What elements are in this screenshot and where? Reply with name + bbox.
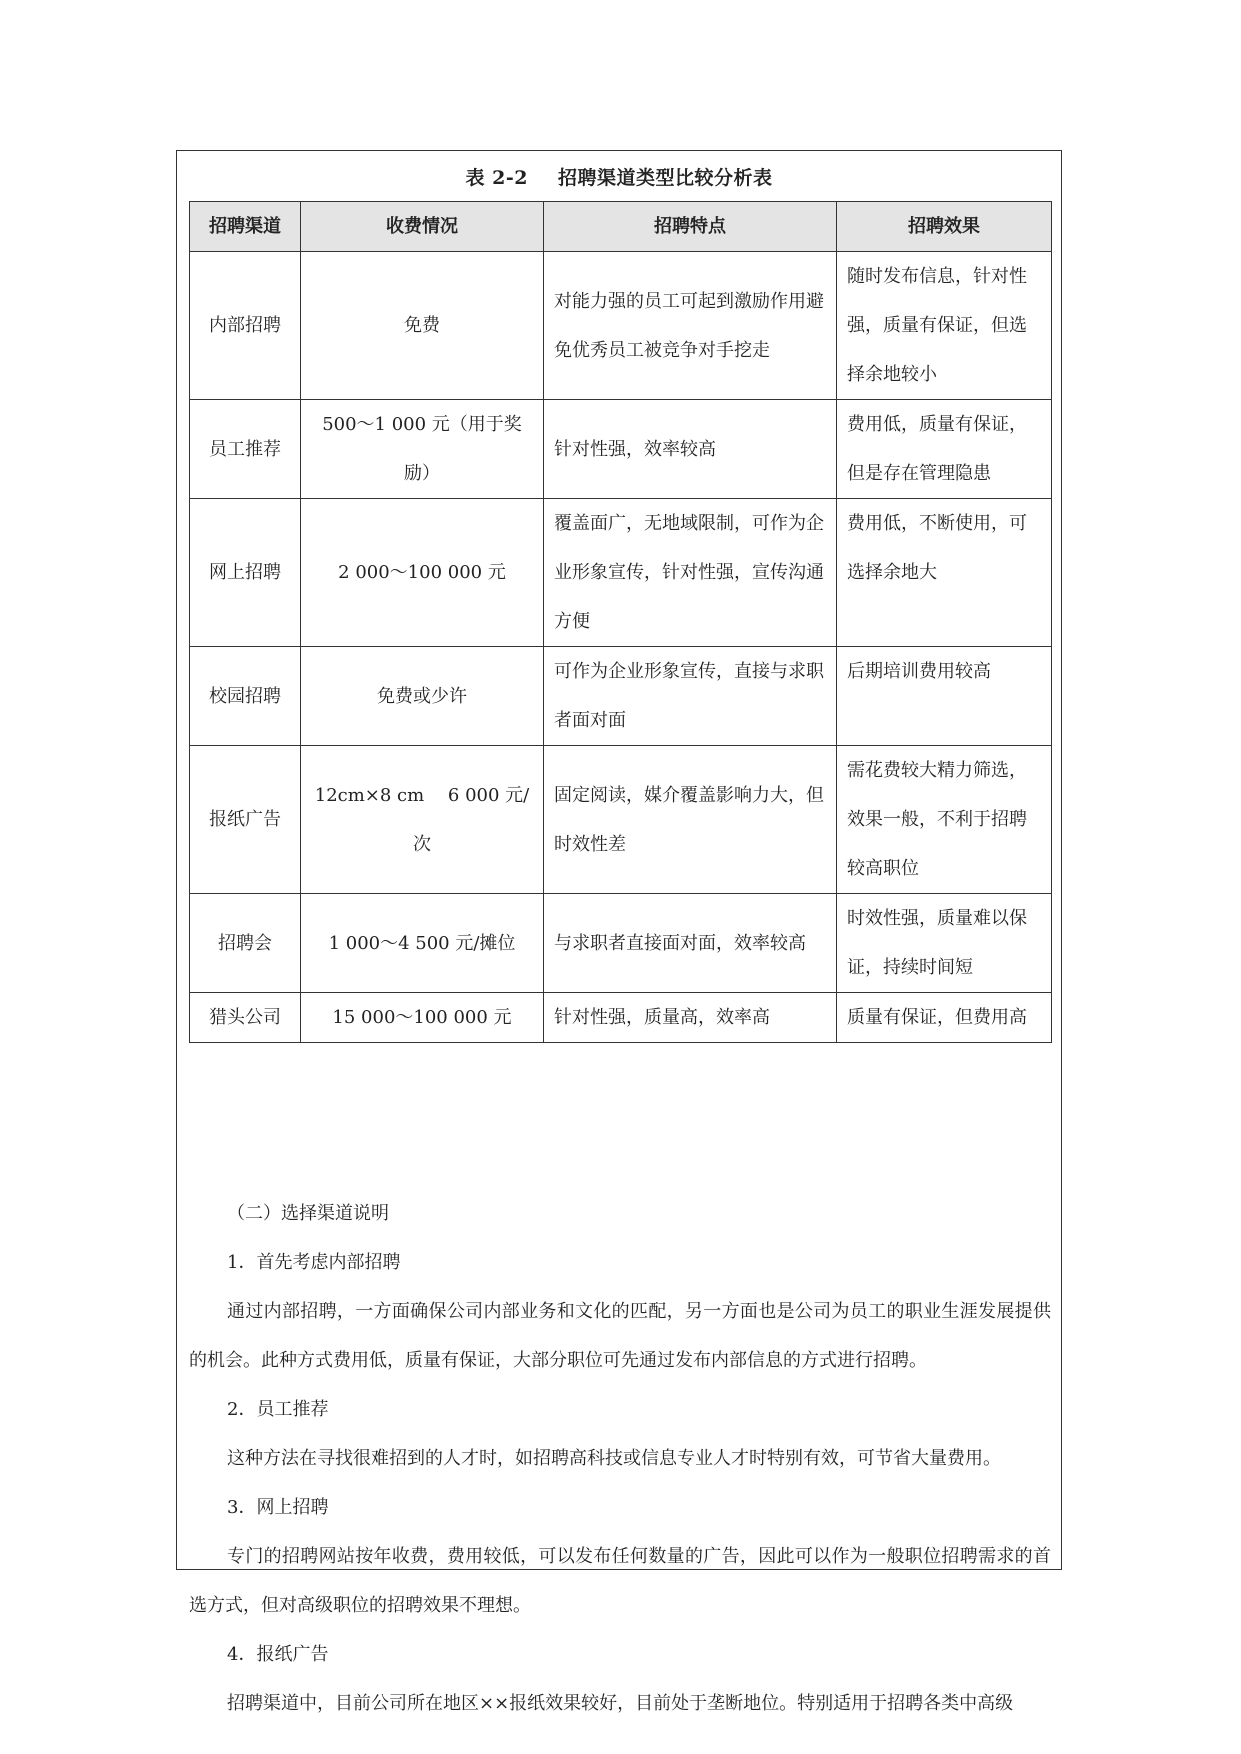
cell-effect: 需花费较大精力筛选，效果一般，不利于招聘较高职位 [837, 746, 1052, 894]
cell-channel: 招聘会 [190, 894, 301, 993]
cell-fee: 12cm×8 cm 6 000 元/次 [301, 746, 544, 894]
section-heading: （二）选择渠道说明 [227, 1203, 389, 1224]
table-row [190, 894, 1052, 993]
cell-channel: 报纸广告 [190, 746, 301, 894]
cell-effect: 质量有保证，但费用高 [837, 993, 1052, 1043]
paragraph: 专门的招聘网站按年收费，费用较低，可以发布任何数量的广告，因此可以作为一般职位招聘需求的首选方式，但对高级职位的招聘效果不理想。 [189, 1546, 1051, 1616]
table-number: 表 2-2 [465, 167, 528, 189]
cell-fee: 免费或少许 [301, 647, 544, 746]
header-fee: 收费情况 [301, 202, 544, 252]
table-row [190, 252, 1052, 400]
table-row [190, 400, 1052, 499]
cell-fee: 15 000～100 000 元 [301, 993, 544, 1043]
paragraph: 这种方法在寻找很难招到的人才时，如招聘高科技或信息专业人才时特别有效，可节省大量费用。 [227, 1448, 1001, 1469]
cell-fee: 1 000～4 500 元/摊位 [301, 894, 544, 993]
cell-features: 与求职者直接面对面，效率较高 [544, 894, 837, 993]
item-heading: 1．首先考虑内部招聘 [227, 1252, 401, 1273]
cell-effect: 后期培训费用较高 [837, 647, 1052, 746]
cell-features: 针对性强，效率较高 [544, 400, 837, 499]
paragraph: 招聘渠道中，目前公司所在地区××报纸效果较好，目前处于垄断地位。特别适用于招聘各类中高级 [227, 1693, 1014, 1714]
cell-effect: 费用低，质量有保证，但是存在管理隐患 [837, 400, 1052, 499]
header-effect: 招聘效果 [837, 202, 1052, 252]
cell-channel: 员工推荐 [190, 400, 301, 499]
table-header-row [190, 202, 1052, 252]
page-frame [176, 150, 1062, 1714]
cell-features: 固定阅读，媒介覆盖影响力大，但时效性差 [544, 746, 837, 894]
body-text [189, 1189, 1051, 1728]
header-features: 招聘特点 [544, 202, 837, 252]
item-heading: 4．报纸广告 [227, 1644, 329, 1665]
cell-features: 可作为企业形象宣传，直接与求职者面对面 [544, 647, 837, 746]
cell-fee: 免费 [301, 252, 544, 400]
cell-effect: 费用低，不断使用，可选择余地大 [837, 499, 1052, 647]
table-title: 招聘渠道类型比较分析表 [557, 167, 773, 189]
cell-channel: 内部招聘 [190, 252, 301, 400]
cell-fee: 2 000～100 000 元 [301, 499, 544, 647]
cell-channel: 校园招聘 [190, 647, 301, 746]
cell-effect: 随时发布信息，针对性强，质量有保证，但选择余地较小 [837, 252, 1052, 400]
cell-fee: 500～1 000 元（用于奖励） [301, 400, 544, 499]
cell-features: 针对性强，质量高，效率高 [544, 993, 837, 1043]
item-heading: 2．员工推荐 [227, 1399, 329, 1420]
cell-channel: 猎头公司 [190, 993, 301, 1043]
cell-effect: 时效性强，质量难以保证，持续时间短 [837, 894, 1052, 993]
table-row [190, 499, 1052, 647]
recruitment-channel-table [189, 201, 1052, 1043]
table-row [190, 647, 1052, 746]
item-heading: 3．网上招聘 [227, 1497, 329, 1518]
cell-channel: 网上招聘 [190, 499, 301, 647]
header-channel: 招聘渠道 [190, 202, 301, 252]
table-row [190, 993, 1052, 1043]
cell-features: 对能力强的员工可起到激励作用避免优秀员工被竞争对手挖走 [544, 252, 837, 400]
paragraph: 通过内部招聘，一方面确保公司内部业务和文化的匹配，另一方面也是公司为员工的职业生涯发展提供的机会。此种方式费用低，质量有保证，大部分职位可先通过发布内部信息的方式进行招聘。 [189, 1301, 1051, 1371]
cell-features: 覆盖面广，无地域限制，可作为企业形象宣传，针对性强，宣传沟通方便 [544, 499, 837, 647]
table-row [190, 746, 1052, 894]
table-caption [177, 163, 1061, 190]
